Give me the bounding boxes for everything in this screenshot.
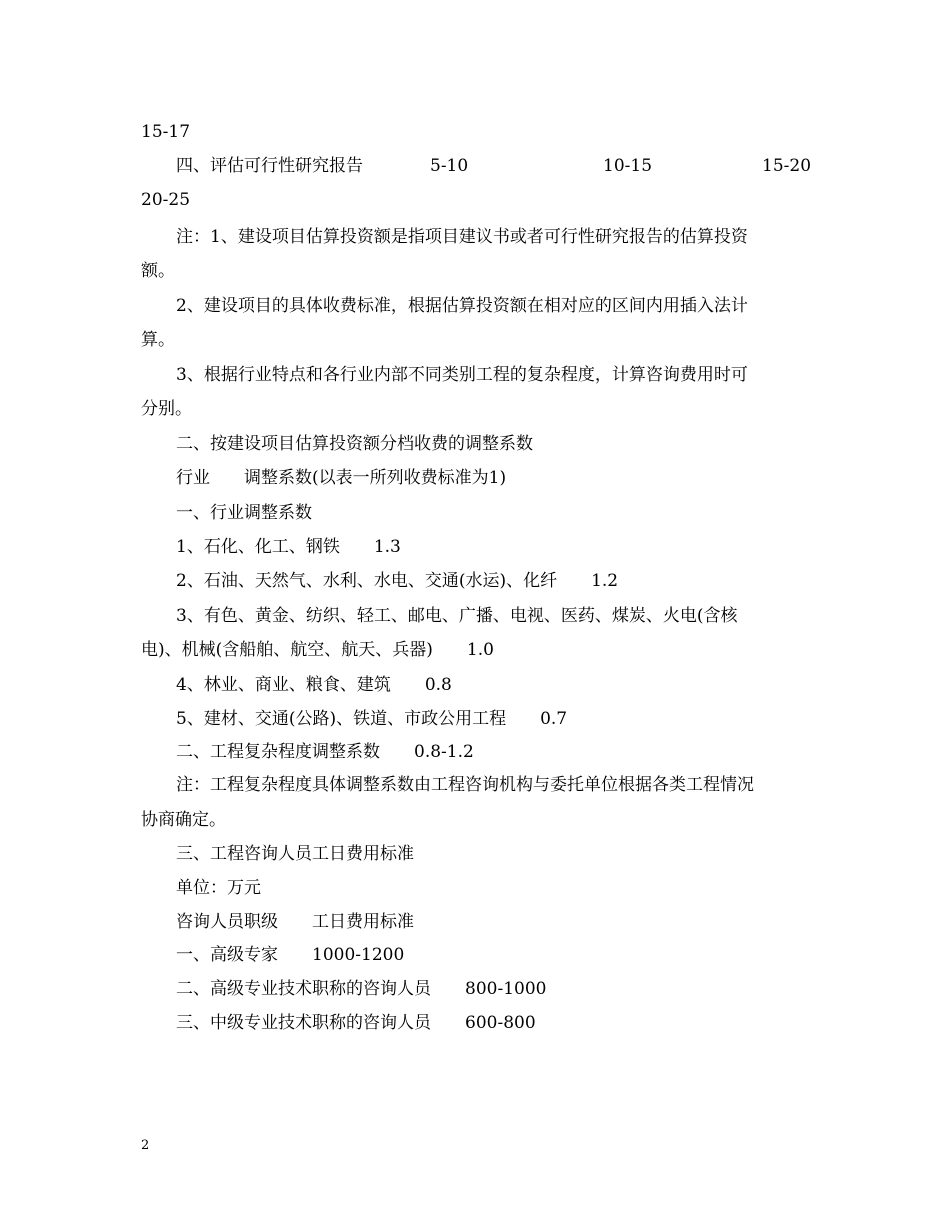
text-line: 三、中级专业技术职称的咨询人员 600-800	[176, 1013, 536, 1033]
text-line: 协商确定。	[141, 810, 226, 830]
fee-row	[0, 155, 950, 177]
text-line: 额。	[141, 261, 175, 281]
text-line: 15-17	[141, 122, 191, 142]
fee-range: 10-15	[603, 156, 653, 176]
text-line: 2、建设项目的具体收费标准，根据估算投资额在相对应的区间内用插入法计	[176, 296, 748, 316]
text-line: 一、高级专家 1000-1200	[176, 945, 405, 965]
text-line: 注：工程复杂程度具体调整系数由工程咨询机构与委托单位根据各类工程情况	[176, 775, 754, 795]
table-header: 咨询人员职级 工日费用标准	[176, 912, 414, 932]
text-line: 算。	[141, 330, 175, 350]
page-number: 2	[141, 1138, 150, 1153]
fee-range: 5-10	[430, 156, 469, 176]
text-line: 3、根据行业特点和各行业内部不同类别工程的复杂程度，计算咨询费用时可	[176, 365, 748, 385]
fee-range: 15-20	[762, 156, 812, 176]
section-heading: 三、工程咨询人员工日费用标准	[176, 844, 414, 864]
table-header: 行业 调整系数(以表一所列收费标准为1)	[176, 468, 507, 488]
fee-range: 20-25	[141, 190, 191, 210]
text-line: 分别。	[141, 399, 192, 419]
row-label: 四、评估可行性研究报告	[176, 156, 363, 176]
text-line: 2、石油、天然气、水利、水电、交通(水运)、化纤 1.2	[176, 571, 619, 591]
text-line: 二、高级专业技术职称的咨询人员 800-1000	[176, 979, 547, 999]
section-heading: 二、按建设项目估算投资额分档收费的调整系数	[176, 434, 533, 454]
text-line: 1、石化、化工、钢铁 1.3	[176, 537, 401, 557]
text-line: 5、建材、交通(公路)、铁道、市政公用工程 0.7	[176, 709, 568, 729]
text-line: 4、林业、商业、粮食、建筑 0.8	[176, 675, 452, 695]
section-heading: 一、行业调整系数	[176, 503, 312, 523]
section-heading: 二、工程复杂程度调整系数 0.8-1.2	[176, 742, 474, 762]
text-line: 3、有色、黄金、纺织、轻工、邮电、广播、电视、医药、煤炭、火电(含核	[176, 606, 738, 626]
text-line: 注：1、建设项目估算投资额是指项目建议书或者可行性研究报告的估算投资	[176, 227, 748, 247]
unit-label: 单位：万元	[176, 878, 261, 898]
text-line: 电)、机械(含船舶、航空、航天、兵器) 1.0	[141, 640, 494, 660]
